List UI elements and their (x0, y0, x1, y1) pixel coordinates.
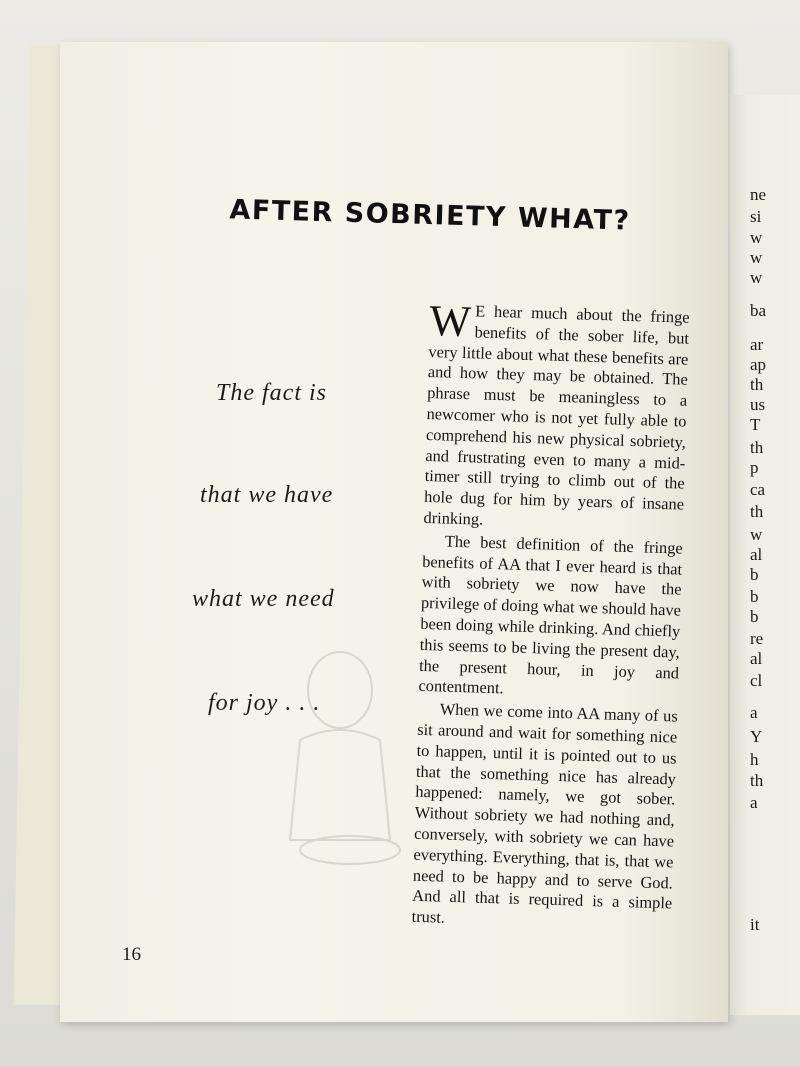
right-page-text-fragment: Y (750, 727, 763, 746)
right-page-text-fragment: th (750, 438, 764, 457)
right-page-text-fragment: ca (750, 480, 766, 499)
right-page-text-fragment: th (750, 375, 764, 394)
right-page-text-fragment: al (750, 545, 763, 564)
paragraph-3: When we come into AA many of us sit around and wait for something nice to happen, until it is pointed out to us that the something nice has already happened: namely, we got sober. Without sobriety we had nothing and, conversely, with sobriety we can have everything. Everything, that is, that we need to be happy and to serve God. And all that is required is a simple trust. (411, 699, 679, 927)
right-page-text-fragment: it (750, 915, 760, 934)
paragraph-2: The best definition of the fringe benefits of AA that I ever heard is that with sobriety we now have the privilege of doing what we should have been doing while drinking. And chiefly this seems to be living the present day, the present hour, in joy and contentment. (418, 531, 684, 698)
right-page-text-fragment: w (750, 248, 763, 267)
pull-quote-line-1: The fact is (216, 380, 327, 406)
right-page-text-fragment: b (750, 565, 759, 584)
right-page-text-fragment: a (750, 793, 758, 812)
right-page-text-fragment: b (750, 607, 759, 626)
right-page-edge (730, 95, 800, 1015)
right-page-text-fragment: th (750, 502, 764, 521)
right-page-text-fragment: re (750, 629, 764, 648)
pull-quote-line-4: for joy . . . (208, 690, 321, 716)
right-page-text-fragment: ne (750, 185, 767, 204)
right-page-text-fragment: T (750, 415, 761, 434)
right-page-text-fragment: al (750, 649, 763, 668)
drop-cap: W (428, 296, 472, 347)
right-page-text-fragment: si (750, 207, 762, 226)
paragraph-1-text: E hear much about the fringe benefits of the sober life, but very little about what these benefits are and how they may be obtained. The phrase must be meaningless to a newcomer who is not yet fully able to comprehend his new physical sobriety, and frustrating even to many a mid-timer still trying to climb out of the hole dug for him by years of insane drinking. (423, 301, 690, 529)
right-page-text-fragment: h (750, 750, 759, 769)
right-page-text-fragment: w (750, 268, 763, 287)
paragraph-1 (423, 296, 690, 536)
right-page-text-fragment: b (750, 587, 759, 606)
pull-quote-line-3: what we need (192, 586, 335, 612)
right-page-text-fragment: w (750, 525, 763, 544)
show-through-illustration (250, 620, 430, 880)
article-body (411, 296, 690, 937)
right-page-text-fragment: us (750, 395, 766, 414)
article-title: AFTER SOBRIETY WHAT? (229, 194, 631, 237)
right-page-text-fragment: a (750, 703, 758, 722)
right-page-text-fragment: ba (750, 301, 767, 320)
right-page-text-fragment: w (750, 228, 763, 247)
right-page-text-fragment: p (750, 458, 759, 477)
page-number: 16 (122, 944, 141, 965)
right-page-text-fragment: cl (750, 671, 763, 690)
right-page-text-fragment: ap (750, 355, 767, 374)
pull-quote-line-2: that we have (200, 482, 334, 508)
right-page-text-fragment: ar (750, 335, 764, 354)
right-page-text-fragment: th (750, 771, 764, 790)
